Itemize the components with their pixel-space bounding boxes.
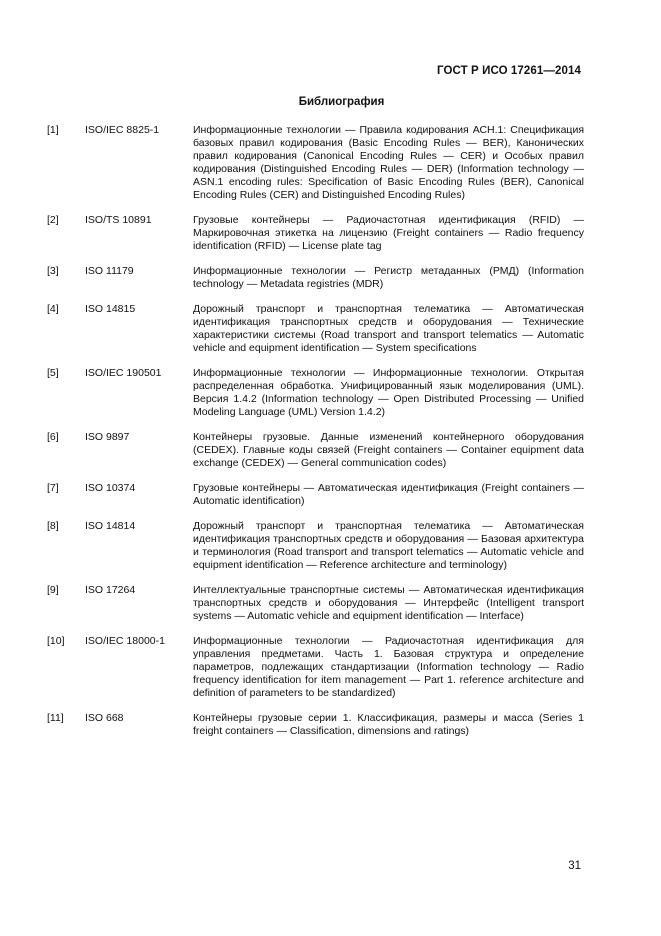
entry-standard-code: ISO/IEC 18000-1 <box>85 635 165 647</box>
page-number: 31 <box>568 860 581 872</box>
entry-number: [1] <box>47 124 59 136</box>
bibliography-entry <box>47 303 584 355</box>
document-header-standard: ГОСТ Р ИСО 17261—2014 <box>436 65 581 77</box>
entry-number: [11] <box>47 712 64 724</box>
entry-description: Информационные технологии — Радиочастотная идентификация для управления предметами. Часть 1. Базовая структура и определение параметров, подлежащих стандартизации (Information technology — Radio frequency identification for item management — Part 1. reference architecture and definition of parameters to be standardized) <box>193 635 584 699</box>
entry-standard-code: ISO 668 <box>85 712 124 724</box>
entry-description: Интеллектуальные транспортные системы — Автоматическая идентификация транспортных средств и оборудования — Интерфейс (Intelligent transport systems — Automatic vehicle and equipment identification — Interface) <box>193 584 584 622</box>
entry-standard-code: ISO 9897 <box>85 431 130 443</box>
entry-number: [7] <box>47 482 59 494</box>
bibliography-list <box>47 124 584 750</box>
entry-standard-code: ISO 14815 <box>85 303 136 315</box>
bibliography-entry <box>47 265 584 291</box>
bibliography-entry <box>47 520 584 572</box>
entry-description: Информационные технологии — Регистр метаданных (РМД) (Information technology — Metadata registries (MDR) <box>193 265 584 290</box>
entry-standard-code: ISO/TS 10891 <box>85 214 152 226</box>
bibliography-entry <box>47 635 584 700</box>
entry-description: Грузовые контейнеры — Радиочастотная идентификация (RFID) — Маркировочная этикетка на лицензию (Freight containers — Radio frequency identification (RFID) — License plate tag <box>193 214 584 252</box>
entry-description: Информационные технологии — Информационные технологии. Открытая распределенная обработка. Унифицированный язык моделирования (UML). Версия 1.4.2 (Information technology — Open Distributed Processing — Unified Modeling Language (UML) Version 1.4.2) <box>193 367 584 418</box>
entry-description: Контейнеры грузовые. Данные изменений контейнерного оборудования (CEDEX). Главные коды связей (Freight containers — Container equipment data exchange (CEDEX) — General communication codes) <box>193 431 584 469</box>
entry-number: [6] <box>47 431 59 443</box>
entry-standard-code: ISO 10374 <box>85 482 136 494</box>
entry-description: Контейнеры грузовые серии 1. Классификация, размеры и масса (Series 1 freight containers — Classification, dimensions and ratings) <box>193 712 584 737</box>
entry-number: [2] <box>47 214 59 226</box>
bibliography-entry <box>47 431 584 470</box>
entry-description: Дорожный транспорт и транспортная телематика — Автоматическая идентификация транспортных средств и оборудования — Базовая архитектура и терминология (Road transport and transport telematics — Automatic vehicle and equipment identification — Reference architecture and terminology) <box>193 520 584 571</box>
entry-number: [9] <box>47 584 59 596</box>
bibliography-entry <box>47 124 584 202</box>
entry-description: Дорожный транспорт и транспортная телематика — Автоматическая идентификация транспортных средств и оборудования — Технические характеристики системы (Road transport and transport telematics — Automatic vehicle and equipment identification — System specifications <box>193 303 584 354</box>
entry-standard-code: ISO 11179 <box>85 265 134 277</box>
bibliography-entry <box>47 482 584 508</box>
bibliography-entry <box>47 214 584 253</box>
bibliography-entry <box>47 712 584 738</box>
bibliography-entry <box>47 367 584 419</box>
entry-number: [5] <box>47 367 59 379</box>
bibliography-entry <box>47 584 584 623</box>
entry-standard-code: ISO 17264 <box>85 584 136 596</box>
entry-standard-code: ISO/IEC 190501 <box>85 367 162 379</box>
entry-number: [4] <box>47 303 59 315</box>
entry-standard-code: ISO 14814 <box>85 520 136 532</box>
entry-description: Грузовые контейнеры — Автоматическая идентификация (Freight containers — Automatic identification) <box>193 482 584 507</box>
entry-description: Информационные технологии — Правила кодирования АСН.1: Спецификация базовых правил кодирования (Basic Encoding Rules — BER), Канонических правил кодирования (Canonical Encoding Rules — CER) и Особых правил кодирования (Distinguished Encoding Rules — DER) (Information technology — ASN.1 encoding rules: Specification of Basic Encoding Rules (BER), Canonical Encoding Rules (CER) and Distinguished Encoding Rules) <box>193 124 584 201</box>
entry-number: [10] <box>47 635 65 647</box>
entry-number: [8] <box>47 520 59 532</box>
bibliography-title: Библиография <box>298 96 385 108</box>
entry-standard-code: ISO/IEC 8825-1 <box>85 124 160 136</box>
entry-number: [3] <box>47 265 59 277</box>
